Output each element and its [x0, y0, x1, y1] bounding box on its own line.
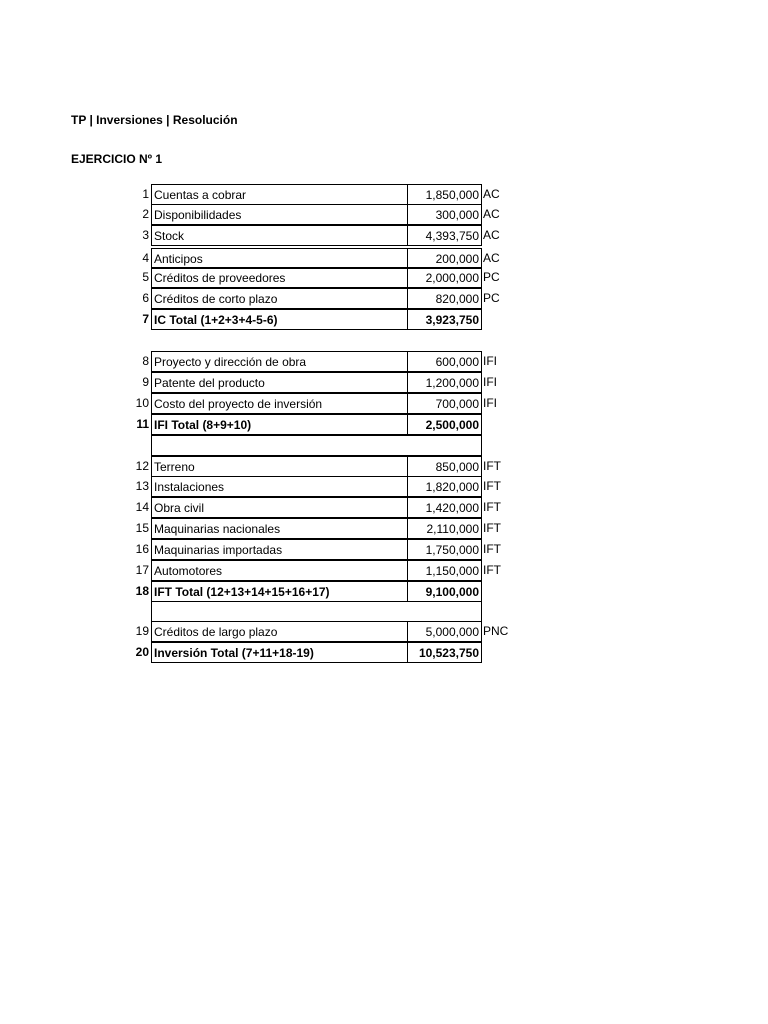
table-row	[0, 476, 560, 497]
row-label: Stock	[151, 225, 408, 246]
row-number: 12	[135, 459, 149, 473]
blank-cell	[151, 601, 482, 622]
row-number: 1	[142, 187, 149, 201]
row-amount: 3,923,750	[407, 309, 482, 330]
row-amount: 820,000	[407, 288, 482, 309]
row-amount: 1,150,000	[407, 560, 482, 581]
table-row	[0, 267, 560, 288]
row-number: 20	[135, 645, 149, 659]
row-label: Costo del proyecto de inversión	[151, 393, 408, 414]
row-label: Disponibilidades	[151, 204, 408, 225]
row-category: PC	[483, 291, 500, 305]
row-label: Inversión Total (7+11+18-19)	[151, 642, 408, 663]
document-title: TP | Inversiones | Resolución	[71, 113, 238, 127]
row-category: PNC	[483, 624, 509, 638]
row-category: PC	[483, 270, 500, 284]
row-label: Créditos de corto plazo	[151, 288, 408, 309]
blank-row	[0, 601, 560, 622]
table-row	[0, 621, 560, 642]
row-amount: 4,393,750	[407, 225, 482, 246]
row-label: IFI Total (8+9+10)	[151, 414, 408, 435]
row-amount: 10,523,750	[407, 642, 482, 663]
table-row	[0, 456, 560, 477]
row-amount: 2,500,000	[407, 414, 482, 435]
row-label: Instalaciones	[151, 476, 408, 497]
row-amount: 2,000,000	[407, 267, 482, 288]
row-amount: 9,100,000	[407, 581, 482, 602]
row-number: 4	[142, 251, 149, 265]
row-category: IFI	[483, 354, 497, 368]
row-number: 15	[135, 521, 149, 535]
row-number: 19	[135, 624, 149, 638]
row-number: 9	[142, 375, 149, 389]
table-row	[0, 642, 560, 663]
table-row	[0, 560, 560, 581]
row-amount: 1,820,000	[407, 476, 482, 497]
row-number: 5	[142, 270, 149, 284]
table-row	[0, 248, 560, 269]
table-row	[0, 351, 560, 372]
row-number: 8	[142, 354, 149, 368]
row-category: AC	[483, 228, 500, 242]
row-category: IFT	[483, 500, 501, 514]
blank-row	[0, 435, 560, 456]
row-amount: 1,200,000	[407, 372, 482, 393]
row-category: IFT	[483, 479, 501, 493]
table-row	[0, 518, 560, 539]
row-category: IFI	[483, 396, 497, 410]
blank-cell	[151, 435, 482, 456]
row-label: Anticipos	[151, 248, 408, 269]
row-label: Patente del producto	[151, 372, 408, 393]
row-label: IC Total (1+2+3+4-5-6)	[151, 309, 408, 330]
row-category: AC	[483, 187, 500, 201]
row-number: 11	[136, 417, 149, 431]
table-row	[0, 414, 560, 435]
row-amount: 700,000	[407, 393, 482, 414]
row-amount: 2,110,000	[407, 518, 482, 539]
row-number: 6	[142, 291, 149, 305]
row-number: 10	[135, 396, 149, 410]
row-label: Créditos de proveedores	[151, 267, 408, 288]
table-row	[0, 497, 560, 518]
row-category: IFT	[483, 459, 501, 473]
row-amount: 300,000	[407, 204, 482, 225]
row-amount: 5,000,000	[407, 621, 482, 642]
row-number: 2	[142, 207, 149, 221]
row-category: IFI	[483, 375, 497, 389]
table-row	[0, 184, 560, 205]
table-row	[0, 204, 560, 225]
row-amount: 850,000	[407, 456, 482, 477]
table-row	[0, 225, 560, 246]
row-number: 13	[135, 479, 149, 493]
exercise-title: EJERCICIO Nº 1	[71, 152, 163, 166]
row-label: Obra civil	[151, 497, 408, 518]
row-label: Maquinarias nacionales	[151, 518, 408, 539]
table-row	[0, 539, 560, 560]
row-number: 16	[135, 542, 149, 556]
table-row	[0, 372, 560, 393]
table-row	[0, 581, 560, 602]
row-category: AC	[483, 207, 500, 221]
row-label: Cuentas a cobrar	[151, 184, 408, 205]
table-row	[0, 288, 560, 309]
row-label: Maquinarias importadas	[151, 539, 408, 560]
table-row	[0, 393, 560, 414]
row-label: IFT Total (12+13+14+15+16+17)	[151, 581, 408, 602]
row-category: IFT	[483, 542, 501, 556]
row-amount: 1,750,000	[407, 539, 482, 560]
row-amount: 1,850,000	[407, 184, 482, 205]
row-number: 7	[142, 312, 149, 326]
row-amount: 600,000	[407, 351, 482, 372]
row-label: Proyecto y dirección de obra	[151, 351, 408, 372]
row-number: 18	[135, 584, 149, 598]
row-label: Automotores	[151, 560, 408, 581]
row-label: Terreno	[151, 456, 408, 477]
row-amount: 200,000	[407, 248, 482, 269]
row-label: Créditos de largo plazo	[151, 621, 408, 642]
row-amount: 1,420,000	[407, 497, 482, 518]
row-category: AC	[483, 251, 500, 265]
row-number: 17	[135, 563, 149, 577]
table-row	[0, 309, 560, 330]
row-number: 3	[142, 228, 149, 242]
row-number: 14	[135, 500, 149, 514]
row-category: IFT	[483, 521, 501, 535]
row-category: IFT	[483, 563, 501, 577]
